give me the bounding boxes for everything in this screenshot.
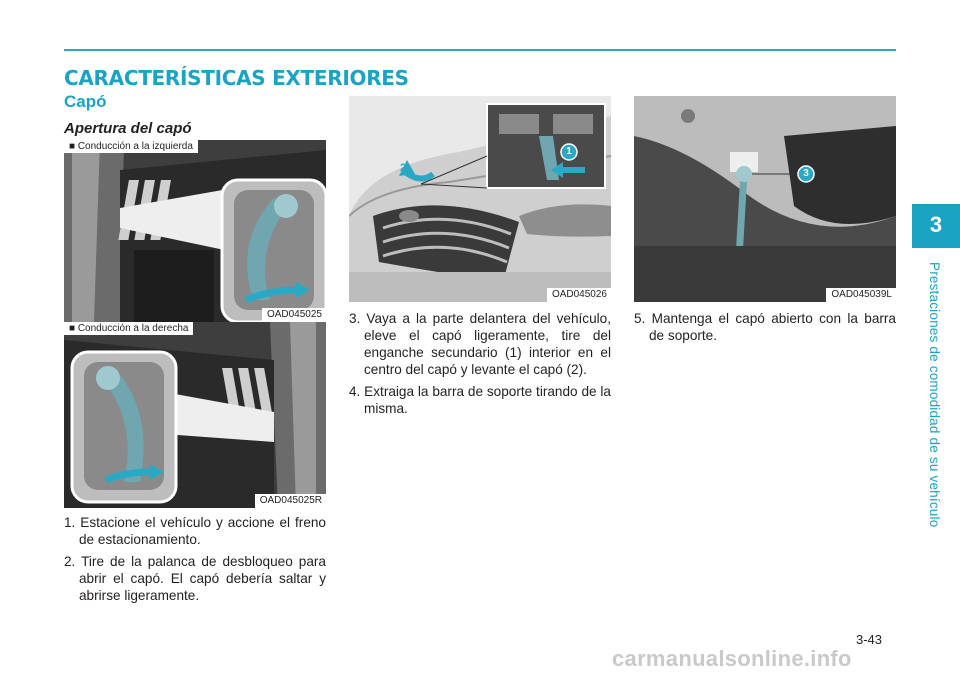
chapter-number: 3 [929,212,943,237]
figure-code-middle: OAD045026 [547,288,611,302]
figure-code-right: OAD045039L [826,288,896,302]
step-4: 4. Extraiga la barra de soporte tirando de la misma. [349,384,611,416]
chapter-tab [912,204,960,248]
header-rule [64,49,896,51]
subtitle: Capó [64,92,107,111]
car-front-illustration [349,96,611,302]
figure-caption-rhd: ■ Conducción a la derecha [64,322,193,335]
step-2: 2. Tire de la palanca de desbloqueo para abrir el capó. El capó debería saltar y abrirse ligeramente. [64,554,326,603]
figure-rhd-release-lever [64,322,326,508]
figure-support-rod [634,96,896,302]
step-3: 3. Vaya a la parte delantera del vehículo, eleve el capó ligeramente, tire del enganche secundario (1) interior en el centro del capó y levante el capó (2). [349,311,611,377]
section-title: CARACTERÍSTICAS EXTERIORES [64,66,409,90]
step-1: 1. Estacione el vehículo y accione el freno de estacionamiento. [64,515,326,547]
callout-1: 1 [566,146,572,157]
rhd-lever-illustration [64,322,326,508]
steps-left [64,514,326,609]
callout-2: 2 [400,162,407,174]
figure-secondary-latch [349,96,611,302]
steps-middle [349,310,611,422]
figure-caption-lhd: ■ Conducción a la izquierda [64,140,198,153]
hood-support-illustration [634,96,896,302]
step-5: 5. Mantenga el capó abierto con la barra de soporte. [634,311,896,343]
figure-lhd-release-lever [64,140,326,322]
subsection-title: Apertura del capó [64,120,192,137]
chapter-title: Prestaciones de comodidad de su vehículo [927,262,942,528]
lhd-lever-illustration [64,140,326,322]
callout-3: 3 [803,168,809,179]
watermark: carmanualsonline.info [612,646,852,671]
figure-code-lhd: OAD045025 [262,308,326,322]
figure-code-rhd: OAD045025R [255,494,326,508]
page-number: 3-43 [856,632,883,647]
steps-right [634,310,896,349]
